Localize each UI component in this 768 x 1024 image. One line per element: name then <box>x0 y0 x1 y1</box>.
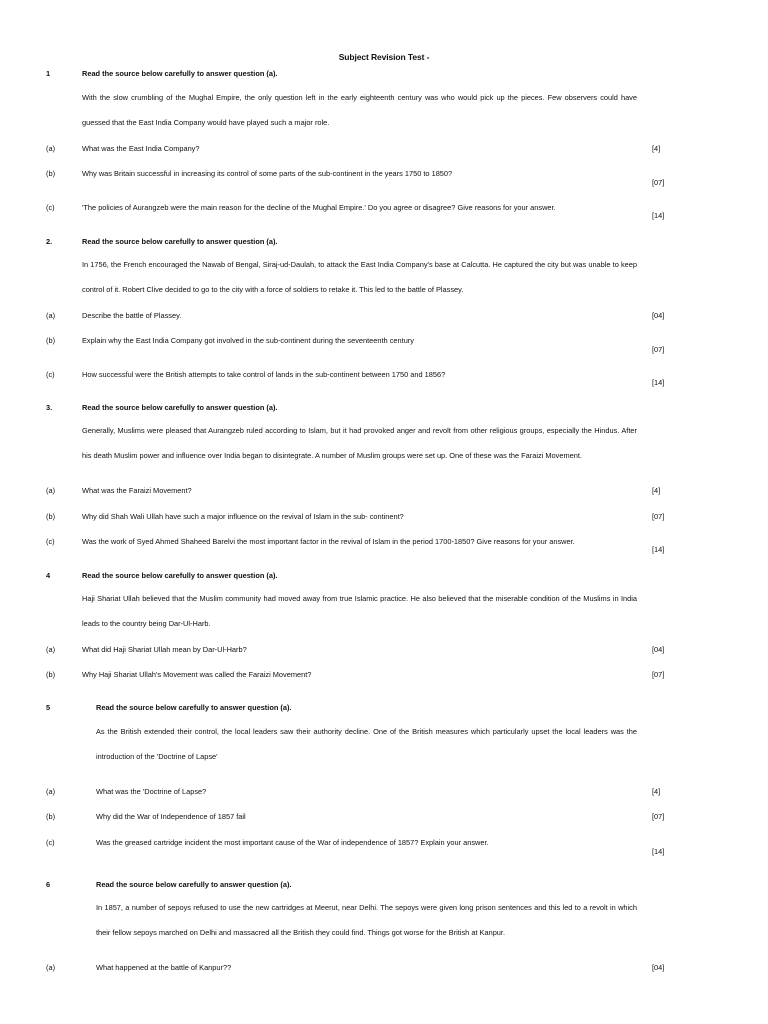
part-label: (a) <box>46 787 56 796</box>
part-label: (c) <box>46 203 55 212</box>
part-label: (a) <box>46 311 56 320</box>
part-marks: [14] <box>652 545 665 554</box>
part-question: Why was Britain successful in increasing its control of some parts of the sub-continent in the years 1750 to 1850? <box>82 169 453 178</box>
source-text: Generally, Muslims were pleased that Aurangzeb ruled according to Islam, but it had provoked anger and revolt from other religious groups, especially the Hindus. After his death Muslim power and influence over India began to disintegrate. A number of Muslim groups were set up. One of these was the Faraizi Movement. <box>82 426 637 460</box>
part-question: What was the East India Company? <box>82 144 200 153</box>
part-question: Why did the War of Independence of 1857 fail <box>96 812 246 821</box>
part-question: Why Haji Shariat Ullah's Movement was called the Faraizi Movement? <box>82 670 312 679</box>
source-text: With the slow crumbling of the Mughal Empire, the only question left in the early eighteenth century was who would pick up the pieces. Few observers could have guessed that the East India Company would have played such a major role. <box>82 93 637 127</box>
source-text: Haji Shariat Ullah believed that the Muslim community had moved away from true Islamic practice. He also believed that the miserable condition of the Muslims in India leads to the country being Dar-Ul-Harb. <box>82 594 637 628</box>
question-number: 5 <box>46 703 51 712</box>
part-label: (b) <box>46 512 56 521</box>
part-question: Explain why the East India Company got involved in the sub-continent during the seventeenth century <box>82 336 414 345</box>
part-label: (a) <box>46 963 56 972</box>
part-label: (a) <box>46 144 56 153</box>
source-text: As the British extended their control, the local leaders saw their authority decline. One of the British measures which particularly upset the local leaders was the introduction of the 'Doctrine of Lapse' <box>96 727 637 761</box>
question-instruction: Read the source below carefully to answer question (a). <box>82 69 278 78</box>
part-question: Was the work of Syed Ahmed Shaheed Barelvi the most important factor in the revival of Islam in the period 1700-1850? Give reasons for your answer. <box>82 537 575 546</box>
part-marks: [07] <box>652 178 665 187</box>
part-marks: [4] <box>652 787 661 796</box>
question-number: 4 <box>46 571 51 580</box>
source-text: In 1756, the French encouraged the Nawab of Bengal, Siraj-ud-Daulah, to attack the East India Company's base at Calcutta. He captured the city but was unable to keep control of it. Robert Clive decided to go to the city with a force of soldiers to retake it. This led to the battle of Plassey. <box>82 260 637 294</box>
part-label: (c) <box>46 838 55 847</box>
part-marks: [14] <box>652 378 665 387</box>
question-instruction: Read the source below carefully to answer question (a). <box>82 237 278 246</box>
page-title: Subject Revision Test - <box>338 52 430 62</box>
part-question: Why did Shah Wali Ullah have such a major influence on the revival of Islam in the sub- continent? <box>82 512 404 521</box>
question-number: 1 <box>46 69 51 78</box>
question-instruction: Read the source below carefully to answer question (a). <box>96 703 292 712</box>
question-instruction: Read the source below carefully to answer question (a). <box>96 880 292 889</box>
part-question: What did Haji Shariat Ullah mean by Dar-Ul-Harb? <box>82 645 247 654</box>
part-marks: [07] <box>652 670 665 679</box>
part-marks: [14] <box>652 847 665 856</box>
part-label: (b) <box>46 336 56 345</box>
part-label: (c) <box>46 370 55 379</box>
question-number: 3. <box>46 403 53 412</box>
part-marks: [07] <box>652 812 665 821</box>
part-marks: [14] <box>652 211 665 220</box>
part-question: 'The policies of Aurangzeb were the main reason for the decline of the Mughal Empire.' Do you agree or disagree? Give reasons for your answer. <box>82 203 556 212</box>
part-label: (b) <box>46 169 56 178</box>
part-label: (a) <box>46 645 56 654</box>
part-question: What was the Faraizi Movement? <box>82 486 192 495</box>
part-label: (c) <box>46 537 55 546</box>
part-marks: [04] <box>652 645 665 654</box>
part-label: (a) <box>46 486 56 495</box>
question-number: 2. <box>46 237 53 246</box>
source-text: In 1857, a number of sepoys refused to use the new cartridges at Meerut, near Delhi. The sepoys were given long prison sentences and this led to a revolt in which their fellow sepoys marched on Delhi and massacred all the British they could find. Things got worse for the British at Kanpur. <box>96 903 637 937</box>
part-question: What happened at the battle of Kanpur?? <box>96 963 232 972</box>
question-instruction: Read the source below carefully to answer question (a). <box>82 403 278 412</box>
part-marks: [07] <box>652 345 665 354</box>
part-marks: [04] <box>652 311 665 320</box>
part-label: (b) <box>46 812 56 821</box>
question-number: 6 <box>46 880 51 889</box>
part-question: Describe the battle of Plassey. <box>82 311 182 320</box>
part-question: How successful were the British attempts to take control of lands in the sub-continent between 1750 and 1856? <box>82 370 446 379</box>
part-marks: [4] <box>652 144 661 153</box>
part-question: What was the 'Doctrine of Lapse? <box>96 787 207 796</box>
part-marks: [4] <box>652 486 661 495</box>
part-label: (b) <box>46 670 56 679</box>
question-instruction: Read the source below carefully to answer question (a). <box>82 571 278 580</box>
part-marks: [07] <box>652 512 665 521</box>
part-question: Was the greased cartridge incident the most important cause of the War of independence of 1857? Explain your answer. <box>96 838 489 847</box>
part-marks: [04] <box>652 963 665 972</box>
